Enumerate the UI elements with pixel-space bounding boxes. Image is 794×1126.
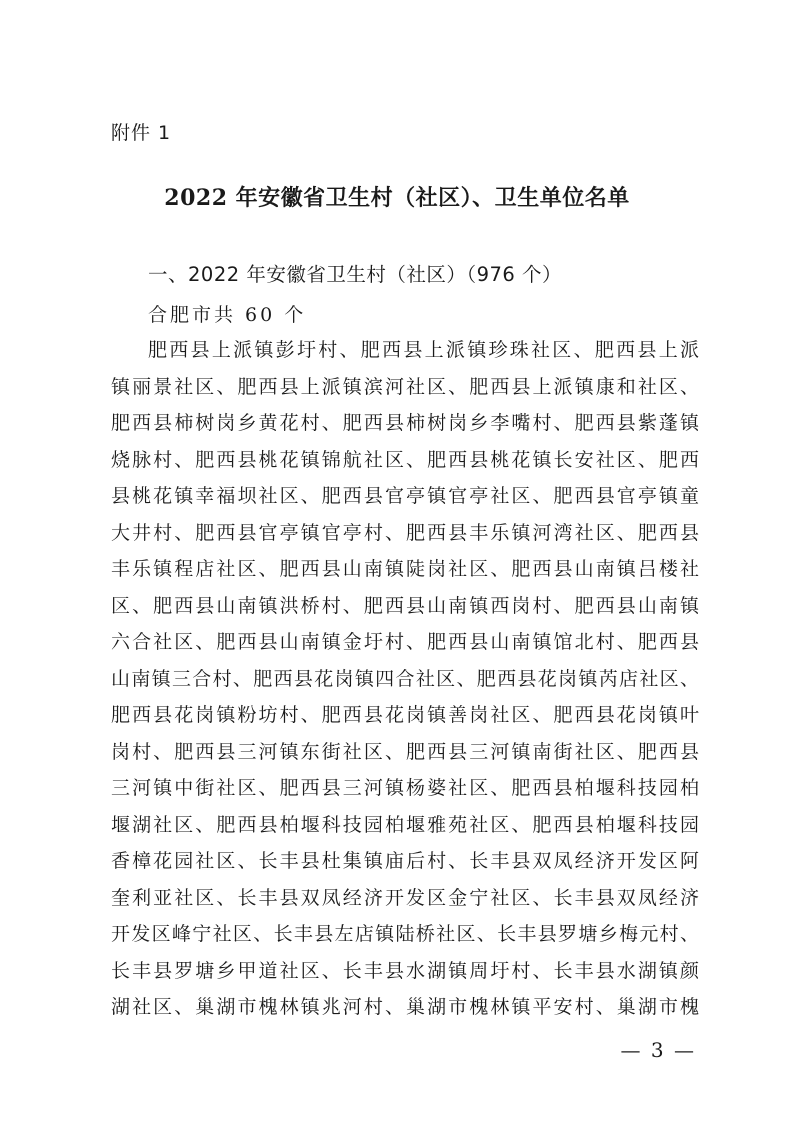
body-line: 大井村、肥西县官亭镇官亭村、肥西县丰乐镇河湾社区、肥西县 [111,521,699,544]
section-heading: 一、2022 年安徽省卫生村（社区）（976 个） [148,263,562,286]
body-line: 丰乐镇程店社区、肥西县山南镇陡岗社区、肥西县山南镇吕楼社 [111,558,699,580]
body-line: 三河镇中街社区、肥西县三河镇杨婆社区、肥西县柏堰科技园柏 [111,777,699,799]
body-line: 奎利亚社区、长丰县双凤经济开发区金宁社区、长丰县双凤经济 [111,886,699,909]
city-subheading: 合肥市共 60 个 [148,304,307,326]
body-line: 山南镇三合村、肥西县花岗镇四合社区、肥西县花岗镇芮店社区、 [111,667,699,690]
body-line: 岗村、肥西县三河镇东街社区、肥西县三河镇南街社区、肥西县 [111,740,699,763]
document-title: 2022 年安徽省卫生村（社区）、卫生单位名单 [164,185,630,211]
body-line: 湖社区、巢湖市槐林镇兆河村、巢湖市槐林镇平安村、巢湖市槐 [111,996,699,1018]
body-line: 肥西县花岗镇粉坊村、肥西县花岗镇善岗社区、肥西县花岗镇叶 [111,704,699,726]
body-line: 开发区峰宁社区、长丰县左店镇陆桥社区、长丰县罗塘乡梅元村、 [111,923,699,945]
body-line: 堰湖社区、肥西县柏堰科技园柏堰雅苑社区、肥西县柏堰科技园 [111,813,699,836]
body-paragraph [111,332,699,1026]
body-line: 肥西县上派镇彭圩村、肥西县上派镇珍珠社区、肥西县上派 [148,339,699,361]
attachment-label: 附件 1 [111,122,172,144]
body-line: 镇丽景社区、肥西县上派镇滨河社区、肥西县上派镇康和社区、 [111,375,699,398]
body-line: 县桃花镇幸福坝社区、肥西县官亭镇官亭社区、肥西县官亭镇童 [111,485,699,507]
page-number: — 3 — [620,1038,696,1062]
body-line: 六合社区、肥西县山南镇金圩村、肥西县山南镇馆北村、肥西县 [111,631,699,653]
body-line: 香樟花园社区、长丰县杜集镇庙后村、长丰县双凤经济开发区阿 [111,850,699,872]
body-line: 区、肥西县山南镇洪桥村、肥西县山南镇西岗村、肥西县山南镇 [111,594,699,617]
body-line: 长丰县罗塘乡甲道社区、长丰县水湖镇周圩村、长丰县水湖镇颜 [111,959,699,982]
body-line: 烧脉村、肥西县桃花镇锦航社区、肥西县桃花镇长安社区、肥西 [111,448,699,471]
body-line: 肥西县柿树岗乡黄花村、肥西县柿树岗乡李嘴村、肥西县紫蓬镇 [111,412,699,434]
